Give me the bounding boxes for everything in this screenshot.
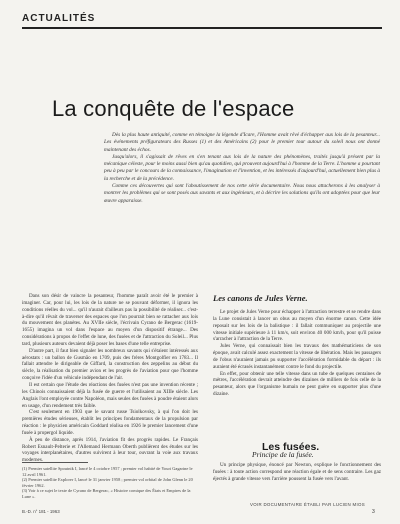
footnotes xyxy=(22,466,198,500)
section-heading-jules-verne: Les canons de Jules Verne. xyxy=(213,293,308,303)
right-column xyxy=(213,293,381,398)
footnote-rule xyxy=(22,462,88,463)
subheading-principe: Principe de la fusée. xyxy=(252,450,314,459)
intro-text xyxy=(104,132,380,205)
body-paragraph: C'est seulement en 1903 que le savant russe Tsiolkovsky, à qui l'on doit les premières études sérieuses, établit les principes fondamentaux de la propulsion par réaction : le physicien américain Goddard réalisa en 1926 le premier lancement d'une fusée à propergol liquide. xyxy=(22,409,198,436)
body-paragraph: Il est certain que l'étude des réactions des fusées n'est pas une invention récente ; les Chinois connaissaient déjà la fusée de guerre et l'utilisaient au XIIIe siècle. Les Anglais l'ont employée contre Napoléon, mais seules des fusées à poudre étaient alors en usage, d'un rendement très faible. xyxy=(22,381,198,409)
body-paragraph: D'autre part, il faut bien signaler les nombreux savants qui s'étaient intéressés aux aérostats : un ballon de Gusmão en 1709, puis des frères Montgolfier en 1783... Il fallait attendre le dirigeable de Giffard, la construction des zeppelins au début du siècle, la réalisation du premier avion et les progrès de l'aviation pour que l'homme conçoive l'idée d'un véhicule indépendant de l'air. xyxy=(22,347,198,382)
footnote: (2) Premier satellite Explorer I, lancé le 31 janvier 1958 ; premier vol orbital de John Glenn le 20 février 1962. xyxy=(22,477,193,488)
body-paragraph: En effet, pour obtenir une telle vitesse dans un tube de quelques centaines de mètres, l'accélération devrait atteindre des dizaines de milliers de fois celle de la pesanteur, alors que l'organisme humain ne peut guère en supporter plus d'une dizaine. xyxy=(213,370,381,398)
body-paragraph: Un principe physique, énoncé par Newton, explique le fonctionnement des fusées : à toute action correspond une réaction égale et de sens contraire. Les gaz éjectés à grande vitesse vers l'arrière poussent la fusée vers l'avant. xyxy=(213,462,381,482)
fusees-text xyxy=(213,462,381,483)
intro-paragraph: Jusqu'alors, il s'agissait de rêves en s'en tenant aux lois de la nature des phénomènes, traités jusqu'à présent par la mécanique céleste, pour le moins aussi bien qu'au quotidien, qui prouvent aujourd'hui à l'homme de la Terre. L'homme a pourtant peu à peu par le concours de la connaissance, l'imagination et l'invention, et les intéressés d'aujourd'hui, actuellement bien plus à la recherche et de la précédence. xyxy=(104,153,380,182)
page-number: 3 xyxy=(372,509,375,515)
footnote: (1) Premier satellite Spoutnik I, lancé le 4 octobre 1957 ; premier vol habité de Youri Gagarine le 12 avril 1961. xyxy=(22,466,193,477)
footnote: (3) Voir à ce sujet le texte de Cyrano de Bergerac, « Histoire comique des États et Empires de la Lune ». xyxy=(22,488,191,499)
page-title: La conquête de l'espace xyxy=(52,95,295,121)
footer-credit: VOIR DOCUMENTAIRE ÉTABLI PAR LUCIEN MIOS xyxy=(250,502,365,507)
right-column-text xyxy=(213,309,381,398)
section-heading-fusees: Les fusées. xyxy=(262,440,320,453)
body-paragraph: Jules Verne, qui connaissait bien les travaux des mathématiciens de son époque, avait calculé assez exactement la vitesse de libération. Mais les passagers de l'obus n'auraient jamais pu supporter l'accélération formidable du départ : ils auraient été écrasés instantanément contre le fond du projectile. xyxy=(213,343,381,370)
body-paragraph: À peu de distance, après 1914, l'aviation fit des progrès rapides. Le Français Robert Esnault-Pelterie et l'Allemand Hermann Oberth publièrent des études sur les voyages interplanétaires, d'autres suivirent à leur tour, ouvrant la voie aux travaux modernes. xyxy=(22,436,198,464)
left-column xyxy=(22,293,198,464)
section-label: ACTUALITÉS xyxy=(22,13,96,24)
footer-issue: B.-D. n° 181 - 1963 xyxy=(22,509,60,514)
intro-paragraph: Comme ces découvertes qui sont l'aboutissement de nos cette série documentaire. Nous nous attacherons à les analyser à montrer les problèmes qui se sont posés aux savants et aux ingénieurs, et à décrire les solutions qu'ils ont adoptées pour que leur œuvre apparaisse. xyxy=(104,183,380,204)
body-paragraph: Dans son désir de vaincre la pesanteur, l'homme paraît avoir été le premier à imaginer. Car, pour lui, les lois de la nature ne se pouvant déformer, il ignora les conditions réelles du vol... qu'il n'aurait d'ailleurs pas la possibilité de réaliser... c'est-à-dire qu'il rêvait de traverser des espaces que l'on pourrait bien se rattacher aux lois du mouvement des planètes. Au XVIIe siècle, l'écrivain Cyrano de Bergerac (1619-1655) imagina un vol dans l'espace au moyen d'un dispositif étrange... Des considérations à propos de l'effet de lune, des fusées et de l'attraction du Soleil... Plus tard, plusieurs auteurs devaient déjà poser les bases d'une telle entreprise. xyxy=(22,293,198,347)
header-rule xyxy=(22,27,382,29)
body-paragraph: Le projet de Jules Verne pour échapper à l'attraction terrestre et se rendre dans la Lune consistait à lancer un obus au moyen d'un énorme canon. Cette idée reposait sur les lois de la balistique : il fallait communiquer au projectile une vitesse initiale supérieure à 11 km/s, soit environ 40 000 km/h, pour qu'il puisse s'arracher à l'attraction de la Terre. xyxy=(213,309,381,343)
intro-paragraph: Dès la plus haute antiquité, comme en témoigne la légende d'Icare, l'Homme avait rêvé d'échapper aux lois de la pesanteur... Les événements préfigurateurs des Russes (1) et des Américains (2) pour le premier tour autour du soleil nous ont donné maintenant des échos. xyxy=(104,132,380,153)
